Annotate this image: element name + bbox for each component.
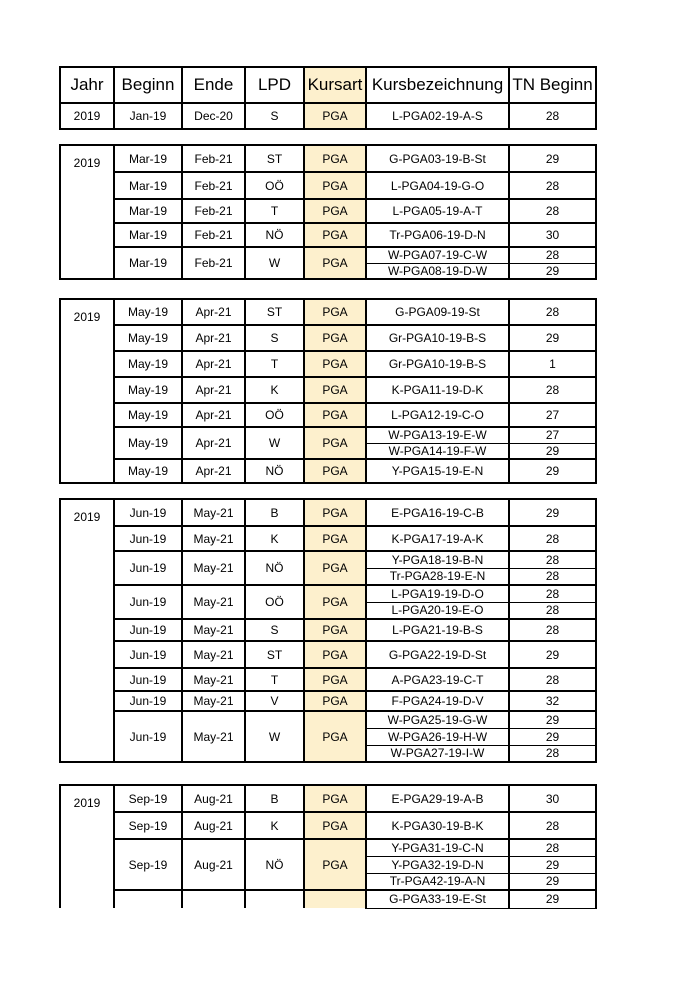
table-row — [60, 619, 596, 641]
cell-lpd: B — [245, 499, 304, 526]
cell-tn: 28 — [509, 668, 596, 691]
cell-kursart: PGA — [304, 499, 366, 526]
cell-ende — [182, 890, 245, 908]
cell-ende: Dec-20 — [182, 103, 245, 129]
table-row — [60, 377, 596, 403]
cell-tn: 29 — [509, 325, 596, 351]
cell-beginn: Jun-19 — [114, 499, 182, 526]
cell-kurs: G-PGA09-19-St — [366, 299, 509, 325]
cell-kursart — [304, 890, 366, 908]
cell-ende: Apr-21 — [182, 299, 245, 325]
cell-kurs: W-PGA13-19-E-W — [366, 427, 509, 443]
cell-kurs: L-PGA04-19-G-O — [366, 172, 509, 199]
cell-jahr: 2019 — [60, 499, 114, 762]
cell-kurs: Y-PGA18-19-B-N — [366, 551, 509, 568]
cell-beginn: Jun-19 — [114, 551, 182, 585]
cell-beginn: Mar-19 — [114, 172, 182, 199]
col-header-jahr: Jahr — [60, 67, 114, 103]
cell-kursart: PGA — [304, 427, 366, 459]
cell-kurs: G-PGA33-19-E-St — [366, 890, 509, 908]
cell-beginn: May-19 — [114, 427, 182, 459]
cell-beginn: Mar-19 — [114, 223, 182, 247]
cell-ende: Apr-21 — [182, 377, 245, 403]
cell-kurs: G-PGA22-19-D-St — [366, 641, 509, 668]
cell-kurs: L-PGA19-19-D-O — [366, 585, 509, 602]
cell-tn: 29 — [509, 263, 596, 279]
cell-beginn: Sep-19 — [114, 785, 182, 812]
cell-lpd: K — [245, 377, 304, 403]
table-row — [60, 325, 596, 351]
cell-kurs: Tr-PGA42-19-A-N — [366, 873, 509, 890]
cell-tn: 1 — [509, 351, 596, 377]
cell-ende: Feb-21 — [182, 172, 245, 199]
cell-kursart: PGA — [304, 459, 366, 483]
cell-kursart: PGA — [304, 551, 366, 585]
cell-kurs: Gr-PGA10-19-B-S — [366, 325, 509, 351]
cell-kurs: K-PGA11-19-D-K — [366, 377, 509, 403]
cell-lpd: S — [245, 619, 304, 641]
cell-beginn: Mar-19 — [114, 247, 182, 279]
cell-ende: Feb-21 — [182, 247, 245, 279]
cell-kurs: W-PGA08-19-D-W — [366, 263, 509, 279]
cell-kursart: PGA — [304, 199, 366, 223]
table-row — [60, 403, 596, 427]
table-row — [60, 299, 596, 325]
cell-ende: Aug-21 — [182, 812, 245, 839]
cell-lpd: B — [245, 785, 304, 812]
cell-tn: 32 — [509, 691, 596, 711]
cell-kurs: K-PGA17-19-A-K — [366, 526, 509, 551]
course-group-mar19 — [59, 144, 597, 280]
cell-lpd: OÖ — [245, 403, 304, 427]
cell-kurs: L-PGA12-19-C-O — [366, 403, 509, 427]
cell-ende: Apr-21 — [182, 427, 245, 459]
cell-kurs: E-PGA29-19-A-B — [366, 785, 509, 812]
cell-ende: May-21 — [182, 499, 245, 526]
cell-kurs: W-PGA07-19-C-W — [366, 247, 509, 263]
table-row — [60, 172, 596, 199]
cell-tn: 28 — [509, 199, 596, 223]
cell-ende: Feb-21 — [182, 199, 245, 223]
cell-kurs: W-PGA27-19-I-W — [366, 745, 509, 762]
cell-kurs: L-PGA21-19-B-S — [366, 619, 509, 641]
cell-lpd: NÖ — [245, 551, 304, 585]
cell-kursart: PGA — [304, 691, 366, 711]
cell-lpd: W — [245, 711, 304, 762]
cell-kurs: G-PGA03-19-B-St — [366, 145, 509, 172]
cell-tn: 28 — [509, 839, 596, 856]
cell-kurs: W-PGA14-19-F-W — [366, 443, 509, 459]
cell-tn: 28 — [509, 602, 596, 619]
cell-kursart: PGA — [304, 377, 366, 403]
cell-kurs: L-PGA02-19-A-S — [366, 103, 509, 129]
cell-kursart: PGA — [304, 247, 366, 279]
cell-lpd: T — [245, 199, 304, 223]
cell-lpd: K — [245, 526, 304, 551]
table-row — [60, 785, 596, 812]
cell-tn: 29 — [509, 641, 596, 668]
cell-beginn: Jun-19 — [114, 619, 182, 641]
cell-kursart: PGA — [304, 812, 366, 839]
cell-lpd — [245, 890, 304, 908]
cell-tn: 29 — [509, 443, 596, 459]
cell-tn: 28 — [509, 172, 596, 199]
cell-beginn: Jan-19 — [114, 103, 182, 129]
table-row — [60, 812, 596, 839]
cell-beginn: May-19 — [114, 377, 182, 403]
cell-kursart: PGA — [304, 585, 366, 619]
table-row — [60, 691, 596, 711]
cell-beginn: May-19 — [114, 459, 182, 483]
cell-lpd: NÖ — [245, 839, 304, 890]
col-header-kursbezeichnung: Kursbezeichnung — [366, 67, 509, 103]
cell-kurs: A-PGA23-19-C-T — [366, 668, 509, 691]
cell-kursart: PGA — [304, 641, 366, 668]
cell-ende: Apr-21 — [182, 459, 245, 483]
table-row — [60, 199, 596, 223]
table-row — [60, 351, 596, 377]
cell-lpd: ST — [245, 641, 304, 668]
cell-tn: 28 — [509, 299, 596, 325]
cell-ende: Aug-21 — [182, 839, 245, 890]
cell-lpd: ST — [245, 145, 304, 172]
cell-kurs: L-PGA05-19-A-T — [366, 199, 509, 223]
cell-kursart: PGA — [304, 223, 366, 247]
col-header-beginn: Beginn — [114, 67, 182, 103]
cell-kursart: PGA — [304, 325, 366, 351]
table-row — [60, 641, 596, 668]
cell-tn: 28 — [509, 619, 596, 641]
cell-tn: 29 — [509, 856, 596, 873]
cell-tn: 30 — [509, 223, 596, 247]
cell-beginn: May-19 — [114, 351, 182, 377]
cell-ende: May-21 — [182, 551, 245, 585]
cell-tn: 29 — [509, 711, 596, 728]
cell-lpd: S — [245, 103, 304, 129]
cell-tn: 28 — [509, 812, 596, 839]
course-group-jun19 — [59, 498, 597, 763]
cell-jahr: 2019 — [60, 145, 114, 279]
cell-tn: 28 — [509, 585, 596, 602]
cell-kursart: PGA — [304, 103, 366, 129]
cell-kurs: Y-PGA15-19-E-N — [366, 459, 509, 483]
cell-kurs: K-PGA30-19-B-K — [366, 812, 509, 839]
course-group-sep19 — [59, 784, 597, 909]
cell-beginn: May-19 — [114, 325, 182, 351]
cell-ende: May-21 — [182, 641, 245, 668]
table-row — [60, 427, 596, 443]
cell-tn: 28 — [509, 568, 596, 585]
cell-jahr: 2019 — [60, 103, 114, 129]
cell-ende: Aug-21 — [182, 785, 245, 812]
cell-ende: Apr-21 — [182, 325, 245, 351]
cell-lpd: T — [245, 668, 304, 691]
cell-kurs: W-PGA26-19-H-W — [366, 728, 509, 745]
cell-tn: 29 — [509, 499, 596, 526]
cell-lpd: S — [245, 325, 304, 351]
cell-ende: May-21 — [182, 619, 245, 641]
cell-kursart: PGA — [304, 351, 366, 377]
col-header-lpd: LPD — [245, 67, 304, 103]
col-header-tn-beginn: TN Beginn — [509, 67, 596, 103]
cell-beginn: Jun-19 — [114, 526, 182, 551]
cell-lpd: V — [245, 691, 304, 711]
cell-beginn: Jun-19 — [114, 585, 182, 619]
cell-beginn: Jun-19 — [114, 691, 182, 711]
cell-lpd: W — [245, 247, 304, 279]
cell-ende: Feb-21 — [182, 223, 245, 247]
cell-kurs: Tr-PGA28-19-E-N — [366, 568, 509, 585]
cell-lpd: NÖ — [245, 459, 304, 483]
cell-tn: 28 — [509, 526, 596, 551]
cell-beginn: May-19 — [114, 403, 182, 427]
cell-kursart: PGA — [304, 172, 366, 199]
cell-kurs: Tr-PGA06-19-D-N — [366, 223, 509, 247]
cell-lpd: OÖ — [245, 172, 304, 199]
cell-tn: 27 — [509, 403, 596, 427]
cell-kurs: W-PGA25-19-G-W — [366, 711, 509, 728]
cell-beginn: Jun-19 — [114, 641, 182, 668]
cell-kursart: PGA — [304, 785, 366, 812]
table-row — [60, 551, 596, 568]
cell-ende: May-21 — [182, 526, 245, 551]
table-row — [60, 247, 596, 263]
cell-beginn — [114, 890, 182, 908]
table-row — [60, 526, 596, 551]
cell-tn: 29 — [509, 728, 596, 745]
cell-tn: 29 — [509, 145, 596, 172]
cell-kurs: L-PGA20-19-E-O — [366, 602, 509, 619]
cell-kursart: PGA — [304, 526, 366, 551]
cell-tn: 28 — [509, 745, 596, 762]
table-row — [60, 499, 596, 526]
cell-ende: Apr-21 — [182, 351, 245, 377]
cell-kursart: PGA — [304, 299, 366, 325]
cell-tn: 28 — [509, 247, 596, 263]
cell-kursart: PGA — [304, 619, 366, 641]
cell-kursart: PGA — [304, 668, 366, 691]
cell-ende: May-21 — [182, 585, 245, 619]
cell-beginn: Sep-19 — [114, 839, 182, 890]
cell-tn: 27 — [509, 427, 596, 443]
cell-beginn: Mar-19 — [114, 199, 182, 223]
cell-kurs: Y-PGA31-19-C-N — [366, 839, 509, 856]
cell-tn: 29 — [509, 890, 596, 908]
cell-lpd: NÖ — [245, 223, 304, 247]
col-header-kursart: Kursart — [304, 67, 366, 103]
cell-kurs: F-PGA24-19-D-V — [366, 691, 509, 711]
cell-beginn: Sep-19 — [114, 812, 182, 839]
table-row — [60, 145, 596, 172]
table-row — [60, 223, 596, 247]
col-header-ende: Ende — [182, 67, 245, 103]
cell-ende: May-21 — [182, 711, 245, 762]
course-group-may19 — [59, 298, 597, 484]
cell-tn: 29 — [509, 873, 596, 890]
table-row — [60, 839, 596, 856]
table-row — [60, 668, 596, 691]
cell-tn: 30 — [509, 785, 596, 812]
cell-tn: 28 — [509, 377, 596, 403]
cell-kursart: PGA — [304, 403, 366, 427]
table-row — [60, 585, 596, 602]
course-table-header — [59, 66, 597, 130]
cell-tn: 28 — [509, 551, 596, 568]
cell-beginn: Jun-19 — [114, 711, 182, 762]
cell-beginn: Jun-19 — [114, 668, 182, 691]
cell-ende: Apr-21 — [182, 403, 245, 427]
table-row — [60, 711, 596, 728]
cell-kursart: PGA — [304, 145, 366, 172]
table-row — [60, 890, 596, 908]
cell-beginn: May-19 — [114, 299, 182, 325]
cell-kurs: E-PGA16-19-C-B — [366, 499, 509, 526]
table-row — [60, 103, 596, 129]
cell-ende: May-21 — [182, 668, 245, 691]
cell-kurs: Y-PGA32-19-D-N — [366, 856, 509, 873]
cell-lpd: T — [245, 351, 304, 377]
cell-tn: 29 — [509, 459, 596, 483]
cell-ende: May-21 — [182, 691, 245, 711]
cell-tn: 28 — [509, 103, 596, 129]
cell-kurs: Gr-PGA10-19-B-S — [366, 351, 509, 377]
table-row — [60, 459, 596, 483]
cell-beginn: Mar-19 — [114, 145, 182, 172]
cell-jahr: 2019 — [60, 785, 114, 908]
header-row — [60, 67, 596, 103]
cell-jahr: 2019 — [60, 299, 114, 483]
cell-lpd: ST — [245, 299, 304, 325]
cell-lpd: W — [245, 427, 304, 459]
cell-kursart: PGA — [304, 839, 366, 890]
cell-lpd: OÖ — [245, 585, 304, 619]
cell-ende: Feb-21 — [182, 145, 245, 172]
cell-lpd: K — [245, 812, 304, 839]
cell-kursart: PGA — [304, 711, 366, 762]
